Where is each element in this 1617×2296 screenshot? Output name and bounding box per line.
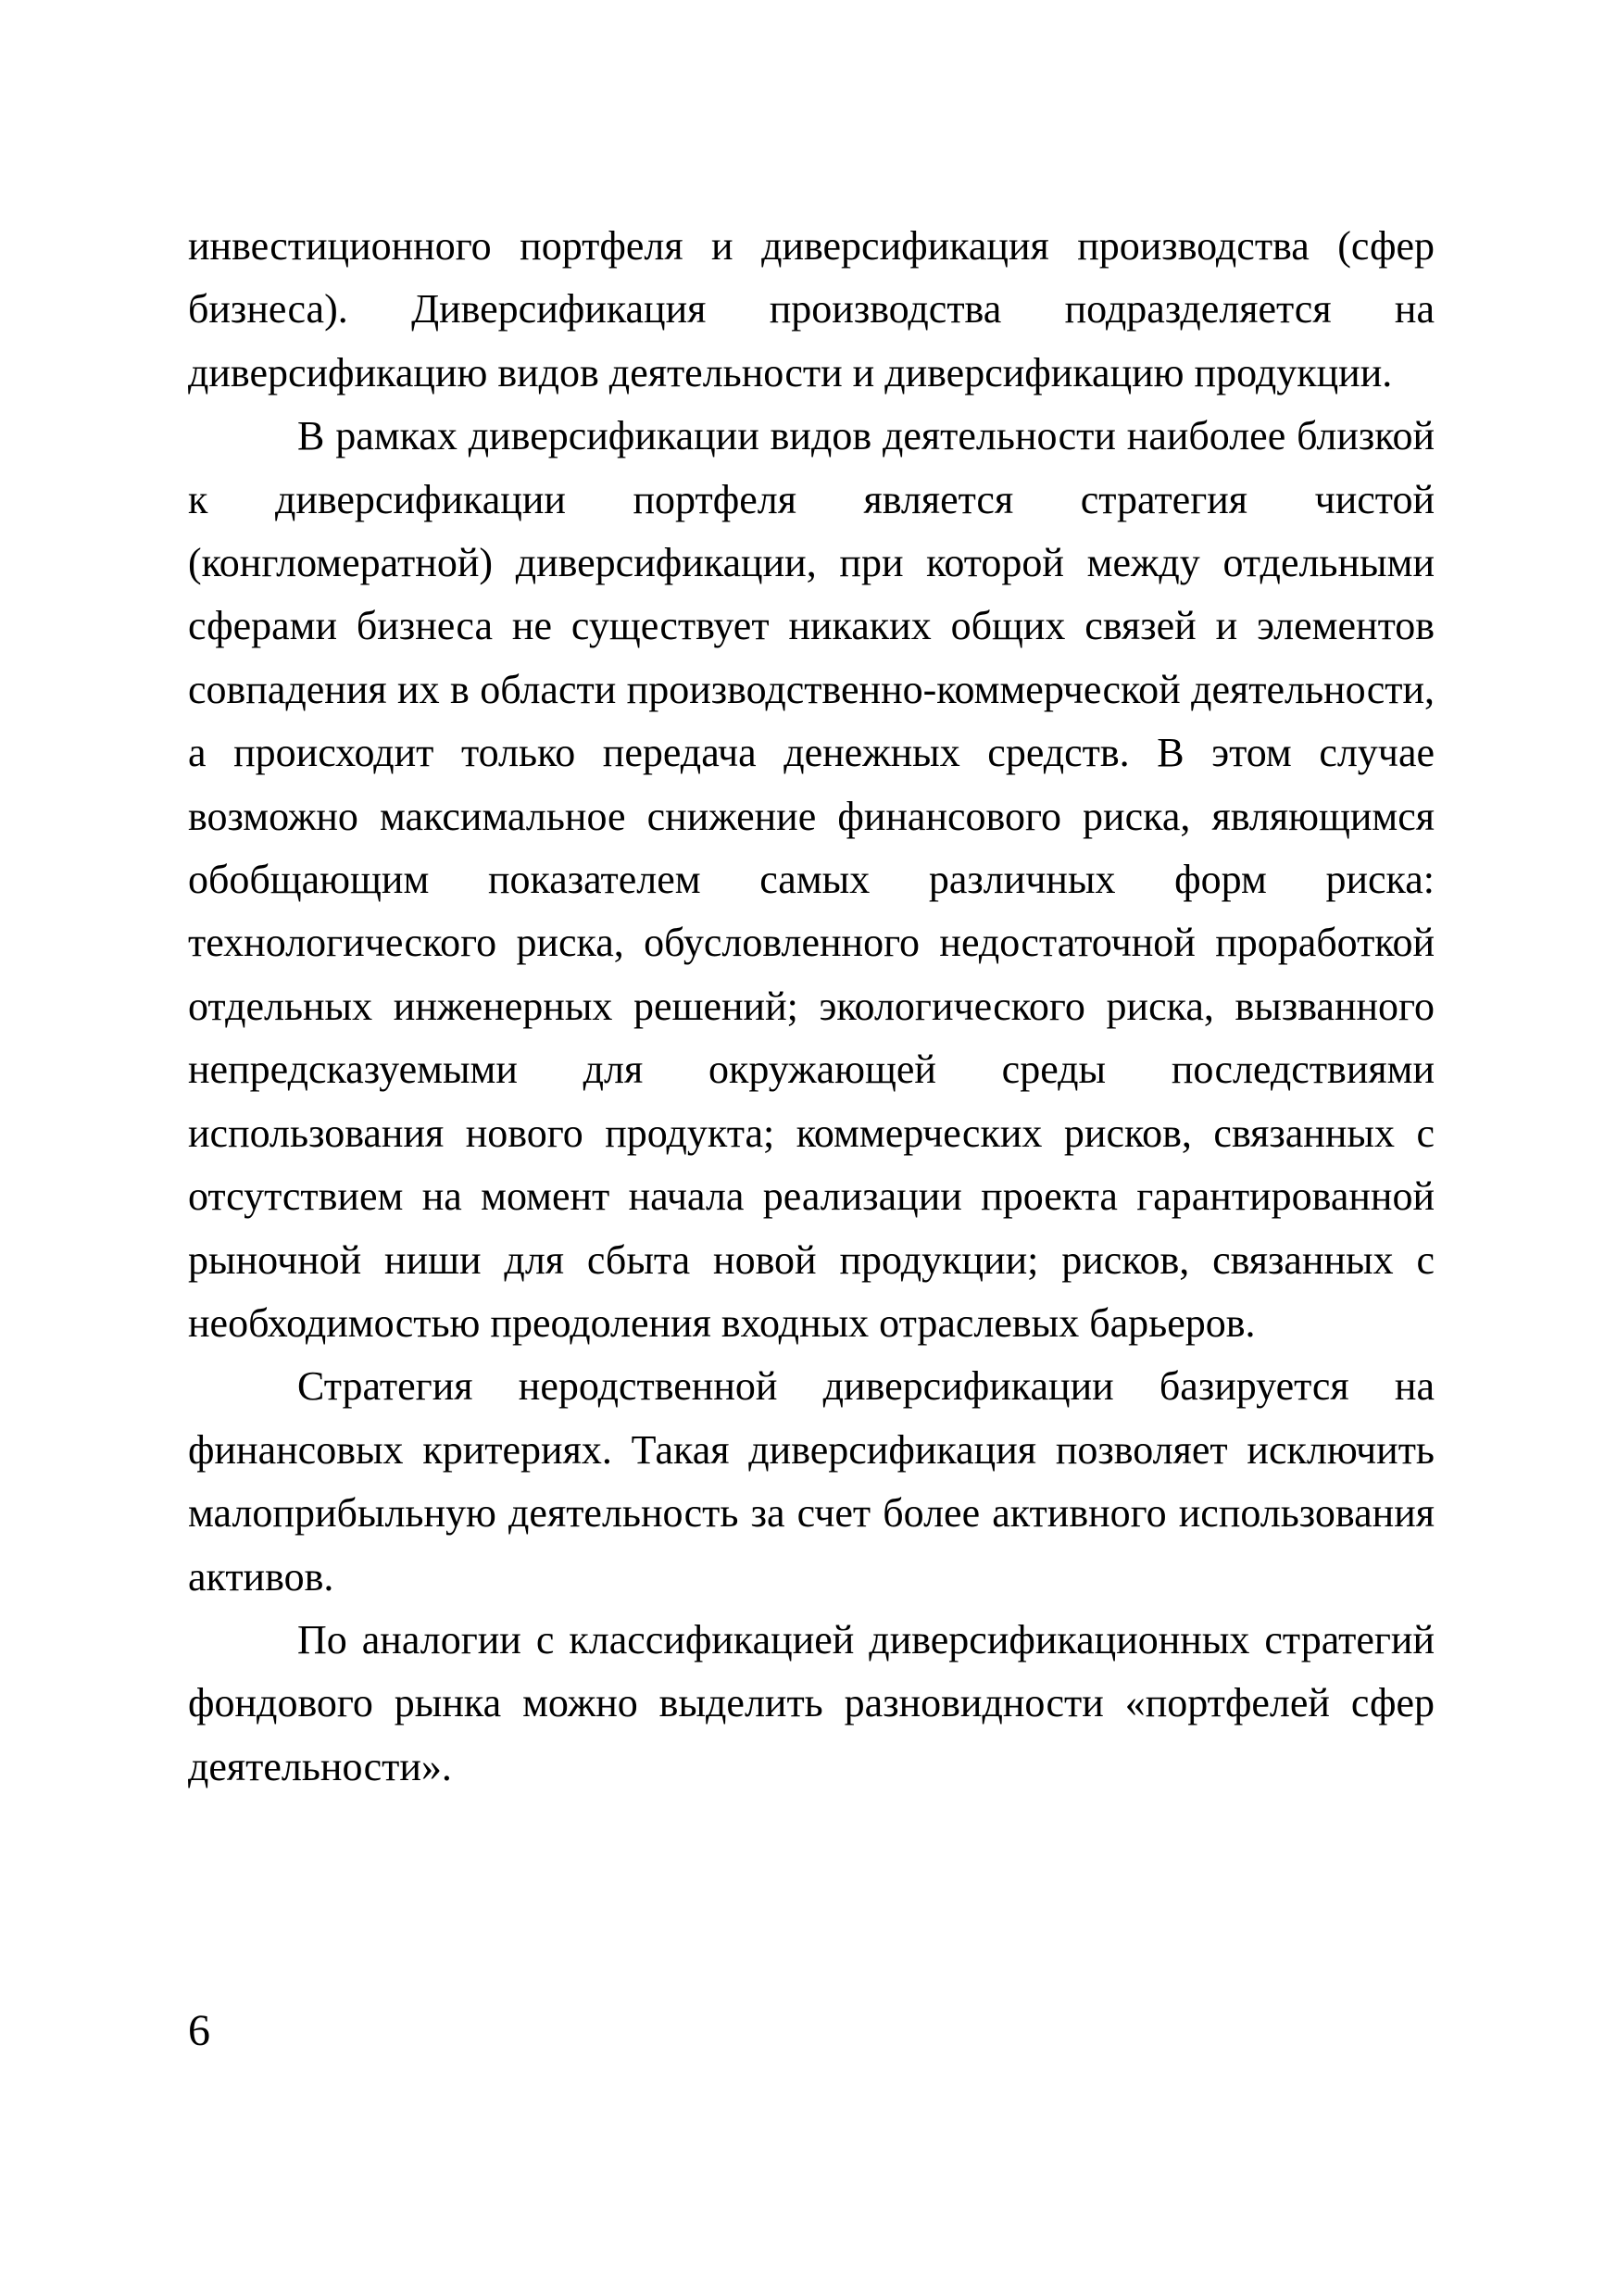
paragraph-4: По аналогии с классификацией диверсификационных стратегий фондового рынка можно выделить разновидности «портфелей сфер деятельности». — [188, 1616, 1435, 1789]
paragraph-2: В рамках диверсификации видов деятельности наиболее близкой к диверсификации портфеля является стратегия чистой (конгломератной) диверсификации, при которой между отдельными сферами бизнеса не существует никаких общих связей и элементов совпадения их в области производственно-коммерческой деятельности, а происходит только передача денежных средств. В этом случае возможно максимальное снижение финансового риска, являющимся обобщающим показателем самых различных форм риска: технологического риска, обусловленного недостаточной проработкой отдельных инженерных решений; экологического риска, вызванного непредсказуемыми для окружающей среды последствиями использования нового продукта; коммерческих рисков, связанных с отсутствием на момент начала реализации проекта гарантированной рыночной ниши для сбыта новой продукции; рисков, связанных с необходимостью преодоления входных отраслевых барьеров. — [188, 413, 1435, 1346]
page-body — [188, 215, 1435, 1799]
page-number: 6 — [188, 2006, 210, 2055]
paragraph-3: Стратегия неродственной диверсификации базируется на финансовых критериях. Такая диверсификация позволяет исключить малоприбыльную деятельность за счет более активного использования активов. — [188, 1363, 1435, 1600]
paragraph-1: инвестиционного портфеля и диверсификация производства (сфер бизнеса). Диверсификация производства подразделяется на диверсификацию видов деятельности и диверсификацию продукции. — [188, 223, 1435, 395]
